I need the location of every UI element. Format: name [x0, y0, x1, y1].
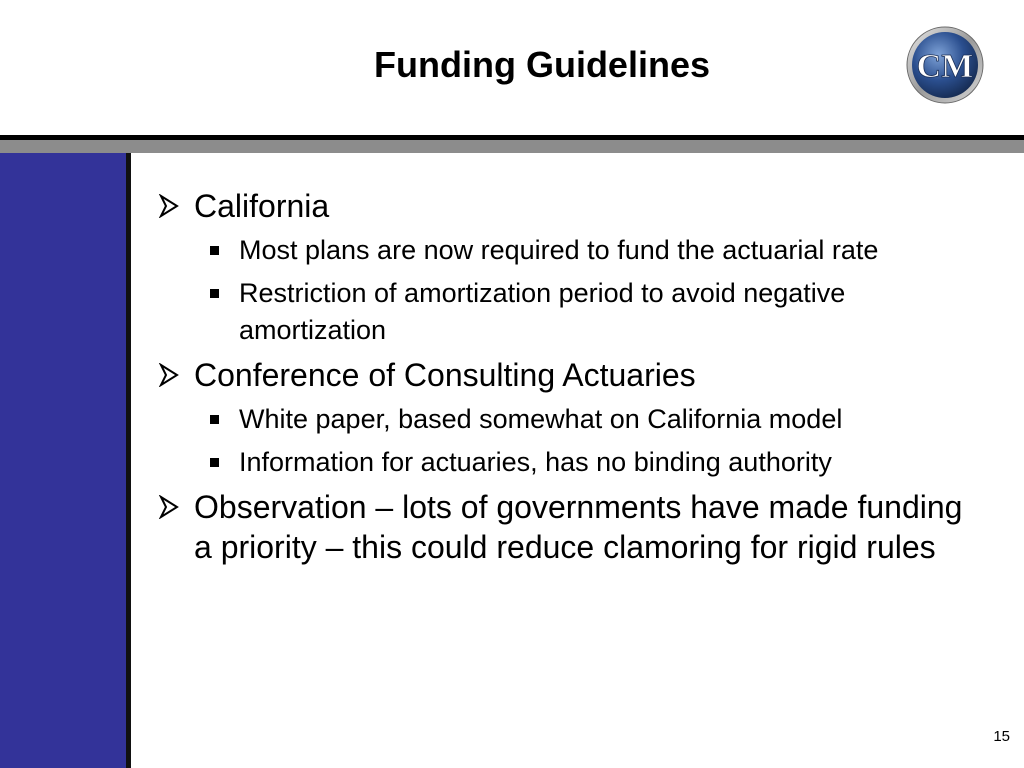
sidebar-edge: [126, 153, 131, 768]
page-number: 15: [993, 728, 1010, 745]
sub-bullet: [203, 275, 939, 349]
bullet-text: Conference of Consulting Actuaries: [194, 357, 696, 393]
bullet-observation: [158, 487, 968, 567]
square-bullet-icon: [210, 415, 219, 424]
arrowhead-bullet-icon: [158, 194, 180, 218]
arrowhead-bullet-icon: [158, 363, 180, 387]
sub-bullet: [203, 401, 939, 438]
slide-title: Funding Guidelines: [374, 44, 710, 85]
bullet-text: Observation – lots of governments have made funding a priority – this could reduce clamoring for rigid rules: [194, 489, 963, 565]
sub-bullet-text: Information for actuaries, has no binding authority: [239, 447, 832, 477]
bullet-text: California: [194, 188, 330, 224]
square-bullet-icon: [210, 246, 219, 255]
sidebar-band: [0, 153, 126, 768]
cm-logo: [906, 26, 984, 104]
square-bullet-icon: [210, 458, 219, 467]
sub-bullet-text: Restriction of amortization period to avoid negative amortization: [239, 278, 846, 345]
sub-bullet-text: White paper, based somewhat on California model: [239, 404, 843, 434]
square-bullet-icon: [210, 289, 219, 298]
bullet-california: [158, 186, 968, 226]
bullet-conference: [158, 355, 968, 395]
sub-bullet: [203, 232, 939, 269]
arrowhead-bullet-icon: [158, 495, 180, 519]
sub-bullet: [203, 444, 939, 481]
cm-logo-text: CM: [916, 48, 974, 85]
bullet-list: [158, 186, 968, 573]
sub-bullet-text: Most plans are now required to fund the actuarial rate: [239, 235, 879, 265]
header-divider-gray: [0, 140, 1024, 153]
